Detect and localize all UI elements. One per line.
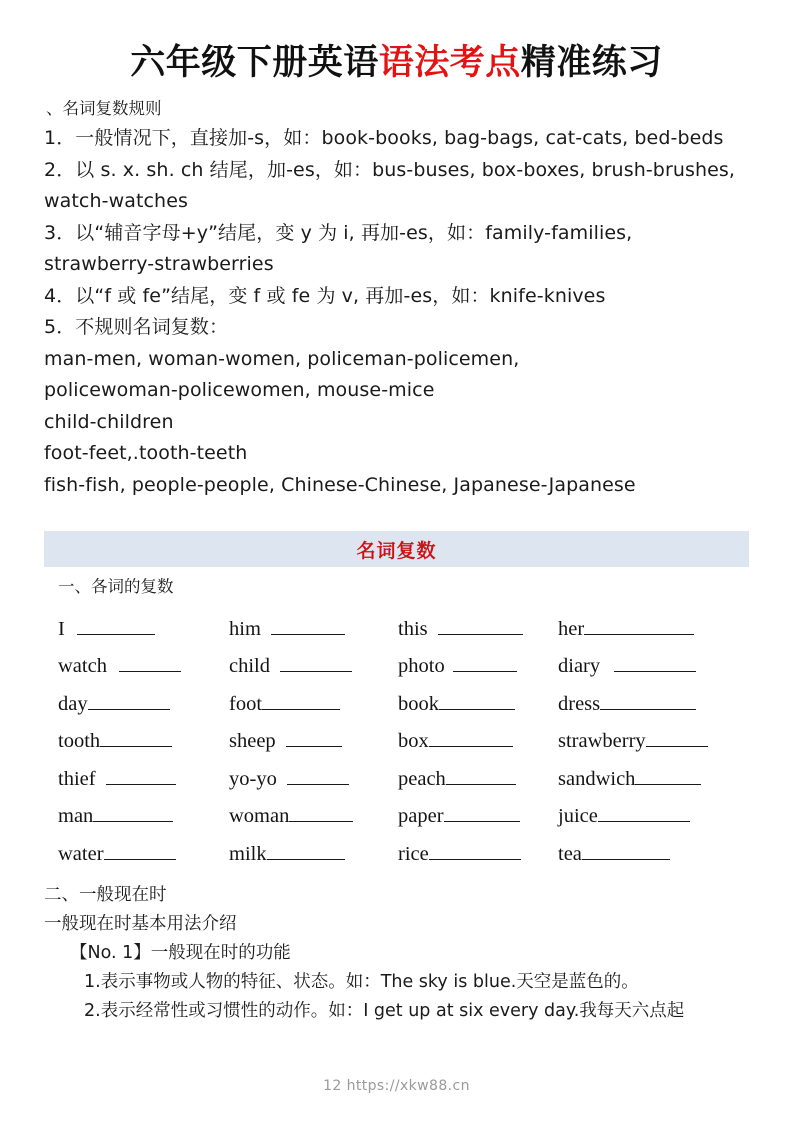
word-blank-cell[interactable] (44, 761, 229, 799)
present-tense-point-2: 2.表示经常性或习惯性的动作。如：I get up at six every day.我每天六点起 (84, 1001, 685, 1022)
answer-blank[interactable] (453, 654, 517, 672)
section-banner-title: 名词复数 (356, 539, 437, 562)
word-blank-cell[interactable] (44, 648, 229, 686)
answer-blank[interactable] (582, 842, 670, 860)
answer-blank[interactable] (100, 729, 172, 747)
plural-rules-section (44, 96, 749, 502)
word-label: juice (558, 805, 598, 828)
word-blank-cell[interactable] (229, 836, 396, 874)
rule-line: 3．以“辅音字母+y”结尾，变 y 为 i, 再加-es，如：family-families, (44, 221, 633, 244)
rule-line: fish-fish, people-people, Chinese-Chinese, Japanese-Japanese (44, 473, 636, 496)
answer-blank[interactable] (286, 729, 342, 747)
answer-blank[interactable] (439, 692, 515, 710)
word-blank-cell[interactable] (44, 798, 229, 836)
present-tense-subheading: 一般现在时基本用法介绍 (44, 914, 237, 935)
word-label: photo (398, 655, 445, 678)
word-label: sheep (229, 730, 276, 753)
word-label: I (58, 617, 65, 640)
word-blank-cell[interactable] (229, 648, 396, 686)
word-blank-cell[interactable] (558, 611, 749, 649)
word-label: him (229, 617, 261, 640)
word-blank-cell[interactable] (558, 761, 749, 799)
word-blank-cell[interactable] (44, 611, 229, 649)
answer-blank[interactable] (646, 729, 708, 747)
word-blank-cell[interactable] (44, 686, 229, 724)
rule-line: 1．一般情况下，直接加-s，如：book-books, bag-bags, cat-cats, bed-beds (44, 127, 724, 150)
plural-rules-list (44, 123, 749, 501)
word-label: milk (229, 842, 267, 865)
answer-blank[interactable] (614, 654, 696, 672)
answer-blank[interactable] (429, 842, 521, 860)
word-label: book (398, 692, 439, 715)
word-blank-cell[interactable] (44, 723, 229, 761)
answer-blank[interactable] (262, 692, 340, 710)
section-banner (44, 531, 749, 567)
word-blank-cell[interactable] (229, 761, 396, 799)
word-label: this (398, 617, 428, 640)
word-blank-cell[interactable] (396, 761, 558, 799)
present-tense-section (44, 881, 749, 1026)
answer-blank[interactable] (438, 617, 523, 635)
title-prefix: 六年级下册英语 (130, 43, 379, 83)
word-blank-cell[interactable] (396, 836, 558, 874)
word-label: tooth (58, 730, 101, 753)
present-tense-item-no: 【No. 1】一般现在时的功能 (70, 943, 291, 964)
answer-blank[interactable] (106, 767, 176, 785)
word-label: her (558, 617, 585, 640)
answer-blank[interactable] (93, 804, 173, 822)
word-label: paper (398, 805, 444, 828)
rule-line: 5．不规则名词复数： (44, 316, 229, 339)
word-blank-cell[interactable] (396, 723, 558, 761)
word-label: strawberry (558, 730, 646, 753)
word-label: tea (558, 842, 582, 865)
word-label: box (398, 730, 429, 753)
word-label: child (229, 655, 270, 678)
word-blank-cell[interactable] (229, 686, 396, 724)
word-blank-cell[interactable] (229, 798, 396, 836)
present-tense-point-1: 1.表示事物或人物的特征、状态。如：The sky is blue.天空是蓝色的。 (84, 972, 639, 993)
word-blank-cell[interactable] (558, 836, 749, 874)
word-blank-cell[interactable] (558, 648, 749, 686)
title-highlight: 语法考点 (378, 43, 521, 83)
answer-blank[interactable] (119, 654, 181, 672)
page-title (44, 0, 749, 86)
answer-blank[interactable] (289, 804, 353, 822)
word-blank-cell[interactable] (396, 648, 558, 686)
word-blank-cell[interactable] (229, 723, 396, 761)
word-label: man (58, 805, 94, 828)
answer-blank[interactable] (88, 692, 170, 710)
rule-line: 2．以 s. x. sh. ch 结尾，加-es，如：bus-buses, box-boxes, brush-brushes, (44, 158, 736, 181)
word-label: woman (229, 805, 290, 828)
word-label: day (58, 692, 88, 715)
word-label: yo-yo (229, 767, 277, 790)
rule-line: policewoman-policewomen, mouse-mice (44, 379, 435, 402)
word-label: foot (229, 692, 263, 715)
rule-line: child-children (44, 410, 174, 433)
word-blank-cell[interactable] (558, 686, 749, 724)
page-footer: 12 https://xkw88.cn (323, 1078, 470, 1094)
word-label: diary (558, 655, 601, 678)
word-label: rice (398, 842, 429, 865)
answer-blank[interactable] (271, 617, 345, 635)
answer-blank[interactable] (429, 729, 513, 747)
word-label: dress (558, 692, 601, 715)
answer-blank[interactable] (584, 617, 694, 635)
word-blank-cell[interactable] (396, 798, 558, 836)
word-label: water (58, 842, 104, 865)
present-tense-heading: 二、一般现在时 (44, 885, 167, 906)
answer-blank[interactable] (635, 767, 701, 785)
answer-blank[interactable] (600, 692, 696, 710)
rule-line: man-men, woman-women, policeman-policemen, (44, 347, 520, 370)
rule-line: strawberry-strawberries (44, 253, 274, 276)
answer-blank[interactable] (77, 617, 155, 635)
word-blank-cell[interactable] (558, 723, 749, 761)
plural-rules-heading: 、名词复数规则 (46, 98, 162, 118)
answer-blank[interactable] (280, 654, 352, 672)
exercise-heading: 一、各词的复数 (58, 577, 174, 597)
word-blank-cell[interactable] (44, 836, 229, 874)
title-suffix: 精准练习 (520, 43, 663, 83)
answer-blank[interactable] (446, 767, 516, 785)
answer-blank[interactable] (104, 842, 176, 860)
word-label: watch (58, 655, 107, 678)
answer-blank[interactable] (598, 804, 690, 822)
word-label: thief (58, 767, 96, 790)
rule-line: foot-feet,.tooth-teeth (44, 442, 248, 465)
answer-blank[interactable] (444, 804, 520, 822)
word-blank-cell[interactable] (229, 611, 396, 649)
rule-line: 4．以“f 或 fe”结尾，变 f 或 fe 为 v, 再加-es，如：knife-knives (44, 284, 606, 307)
rule-line: watch-watches (44, 190, 188, 213)
word-blank-cell[interactable] (396, 686, 558, 724)
answer-blank[interactable] (287, 767, 349, 785)
word-label: peach (398, 767, 446, 790)
answer-blank[interactable] (267, 842, 345, 860)
word-blank-cell[interactable] (396, 611, 558, 649)
word-plural-grid (44, 611, 749, 874)
word-label: sandwich (558, 767, 636, 790)
word-blank-cell[interactable] (558, 798, 749, 836)
